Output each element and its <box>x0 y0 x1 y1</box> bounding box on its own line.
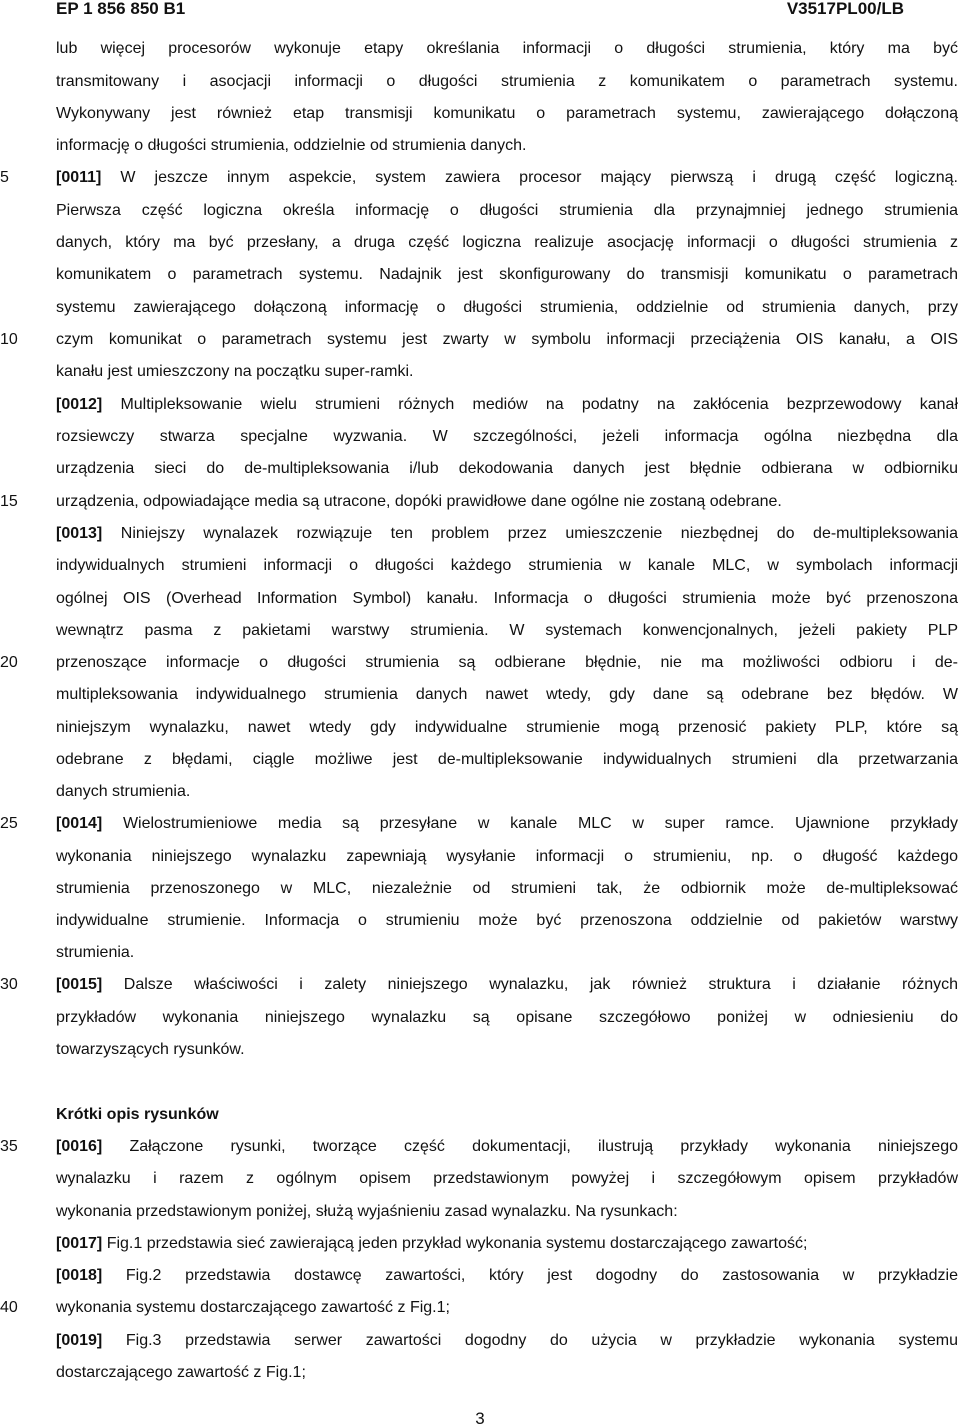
line-number: 35 <box>0 1138 18 1155</box>
page-number: 3 <box>475 1409 485 1428</box>
line-number: 30 <box>0 976 18 993</box>
text-line: wykonania systemu dostarczającego zawartość z Fig.1; <box>56 1299 450 1316</box>
paragraph-0019-line: [0019] Fig.3 przedstawia serwer zawartości dogodny do użycia w przykładzie wykonania systemu <box>56 1332 958 1349</box>
text-line: informację o długości strumienia, oddzielnie od strumienia danych. <box>56 137 527 154</box>
text-line: przykładów wykonania niniejszego wynalazku są opisane szczegółowo poniżej w odniesieniu do <box>56 1009 958 1026</box>
line-number: 25 <box>0 815 18 832</box>
paragraph-tag: [0019] <box>56 1332 103 1349</box>
paragraph-tag: [0011] <box>56 169 102 186</box>
text-line: ogólnej OIS (Overhead Information Symbol) kanału. Informacja o długości strumienia może być przenoszona <box>56 590 958 607</box>
text-line: danych, który ma być przesłany, a druga część logiczna realizuje asocjację informacji o długości strumienia z <box>56 234 958 251</box>
line-number: 15 <box>0 493 18 510</box>
text-line: urządzenia sieci do de-multipleksowania i/lub dekodowania danych jest błędnie odbierana w odbiorniku <box>56 460 958 477</box>
line-number: 5 <box>0 169 9 186</box>
line-number: 40 <box>0 1299 18 1316</box>
paragraph-0011-line: [0011] W jeszcze innym aspekcie, system zawiera procesor mający pierwszą i drugą część logiczną. <box>56 169 958 186</box>
text-line: wykonania niniejszego wynalazku zapewniają wysyłanie informacji o strumieniu, np. o długość każdego <box>56 848 958 865</box>
text-line: strumienia. <box>56 944 135 961</box>
patent-number: EP 1 856 850 B1 <box>56 0 186 18</box>
document-reference: V3517PL00/LB <box>786 0 904 18</box>
text-line: wynalazku i razem z ogólnym opisem przedstawionym powyżej i szczegółowym opisem przykładów <box>56 1170 958 1187</box>
paragraph-tag: [0016] <box>56 1138 103 1155</box>
text-line: kanału jest umieszczony na początku super-ramki. <box>56 363 414 380</box>
paragraph-0012-line: [0012] Multipleksowanie wielu strumieni różnych mediów na podatny na zakłócenia bezprzewodowy kanał <box>56 396 958 413</box>
text-line: niniejszym wynalazku, nawet wtedy gdy indywidualne strumienie mogą przenosić pakiety PLP, które są <box>56 719 958 736</box>
text-line: rozsiewczy stwarza specjalne wyzwania. W szczególności, jeżeli informacja ogólna niezbędna dla <box>56 428 958 445</box>
text-line: czym komunikat o parametrach systemu jest zwarty w symbolu informacji przeciążenia OIS kanału, a OIS <box>56 331 958 348</box>
text-line: komunikatem o parametrach systemu. Nadajnik jest skonfigurowany do transmisji komunikatu o parametrach <box>56 266 958 283</box>
text-line: wykonania przedstawionym poniżej, służą wyjaśnieniu zasad wynalazku. Na rysunkach: <box>56 1203 678 1220</box>
text-line: multipleksowania indywidualnego strumienia danych nawet wtedy, gdy dane są odebrane bez błędów. W <box>56 686 958 703</box>
paragraph-tag: [0014] <box>56 815 103 832</box>
text-line: odebrane z błędami, ciągle możliwe jest de-multipleksowanie indywidualnych strumieni dla przetwarzania <box>56 751 958 768</box>
paragraph-tag: [0015] <box>56 976 103 993</box>
text-line: lub więcej procesorów wykonuje etapy określania informacji o długości strumienia, który ma być <box>56 40 958 57</box>
page-header <box>0 0 960 20</box>
paragraph-0018-line: [0018] Fig.2 przedstawia dostawcę zawartości, który jest dogodny do zastosowania w przykładzie <box>56 1267 958 1284</box>
paragraph-tag: [0018] <box>56 1267 103 1284</box>
paragraph-0015-line: [0015] Dalsze właściwości i zalety niniejszego wynalazku, jak również struktura i działanie różnych <box>56 976 958 993</box>
text-line: danych strumienia. <box>56 783 191 800</box>
paragraph-0016-line: [0016] Załączone rysunki, tworzące część dokumentacji, ilustrują przykłady wykonania niniejszego <box>56 1138 958 1155</box>
text-line: Pierwsza część logiczna określa informację o długości strumienia dla przynajmniej jednego strumienia <box>56 202 958 219</box>
text-line: indywidualnych strumieni informacji o długości każdego strumienia w kanale MLC, w symbolach informacji <box>56 557 958 574</box>
text-line: wewnątrz pasma z pakietami warstwy strumienia. W systemach konwencjonalnych, jeżeli pakiety PLP <box>56 622 958 639</box>
text-line: indywidualne strumienie. Informacja o strumieniu może być przenoszona oddzielnie od pakietów warstwy <box>56 912 958 929</box>
paragraph-0017-line: [0017] Fig.1 przedstawia sieć zawierającą jeden przykład wykonania systemu dostarczającego zawartość; <box>56 1235 808 1252</box>
line-number: 20 <box>0 654 18 671</box>
paragraph-tag: [0012] <box>56 396 103 413</box>
paragraph-tag: [0013] <box>56 525 103 542</box>
text-line: towarzyszących rysunków. <box>56 1041 245 1058</box>
text-line: urządzenia, odpowiadające media są utracone, dopóki prawidłowe dane ogólne nie zostaną odebrane. <box>56 493 782 510</box>
line-number: 10 <box>0 331 18 348</box>
section-heading: Krótki opis rysunków <box>56 1106 219 1123</box>
paragraph-0014-line: [0014] Wielostrumieniowe media są przesyłane w kanale MLC w super ramce. Ujawnione przykłady <box>56 815 958 832</box>
text-line: Wykonywany jest również etap transmisji komunikatu o parametrach systemu, zawierającego dołączoną <box>56 105 958 122</box>
paragraph-tag: [0017] <box>56 1235 103 1252</box>
paragraph-0013-line: [0013] Niniejszy wynalazek rozwiązuje ten problem przez umieszczenie niezbędnej do de-multipleksowania <box>56 525 958 542</box>
text-line: przenoszące informacje o długości strumienia są odbierane błędnie, nie ma możliwości odbioru i de- <box>56 654 958 671</box>
text-line: dostarczającego zawartość z Fig.1; <box>56 1364 306 1381</box>
text-line: systemu zawierającego dołączoną informację o długości strumienia, oddzielnie od strumienia danych, przy <box>56 299 958 316</box>
text-line: transmitowany i asocjacji informacji o długości strumienia z komunikatem o parametrach systemu. <box>56 73 958 90</box>
text-line: strumienia przenoszonego w MLC, niezależnie od strumieni tak, że odbiornik może de-multipleksować <box>56 880 958 897</box>
